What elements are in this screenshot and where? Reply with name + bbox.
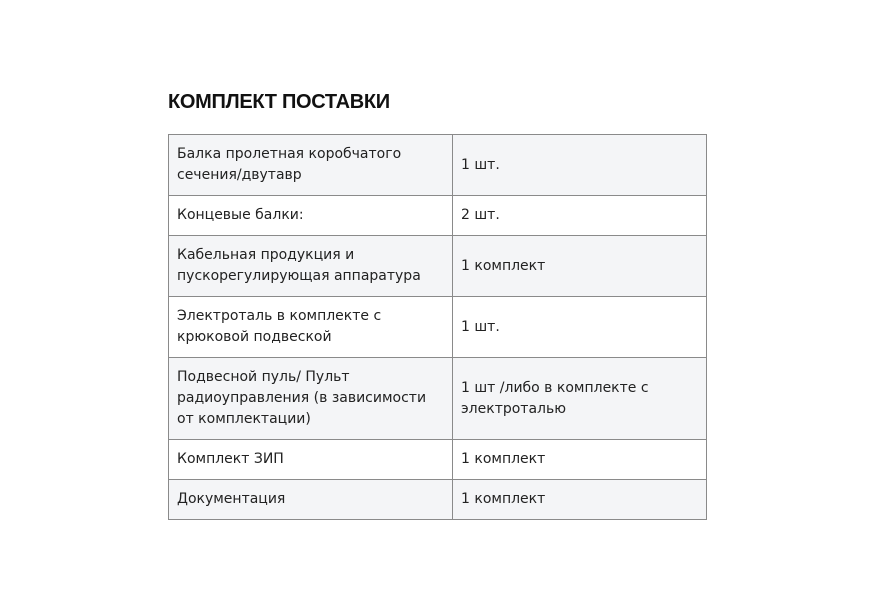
item-quantity-cell: 2 шт.	[453, 196, 707, 236]
table-row	[169, 236, 707, 297]
table-row	[169, 297, 707, 358]
item-quantity-cell: 1 шт.	[453, 297, 707, 358]
delivery-set-table	[168, 134, 707, 520]
item-name-cell: Комплект ЗИП	[169, 440, 453, 480]
delivery-set-section	[168, 90, 707, 520]
table-row	[169, 196, 707, 236]
item-name-cell: Балка пролетная коробчатого сечения/двутавр	[169, 135, 453, 196]
item-quantity-cell: 1 шт.	[453, 135, 707, 196]
table-row	[169, 358, 707, 440]
item-name-cell: Кабельная продукция и пускорегулирующая аппаратура	[169, 236, 453, 297]
table-row	[169, 480, 707, 520]
item-quantity-cell: 1 шт /либо в комплекте с электроталью	[453, 358, 707, 440]
item-quantity-cell: 1 комплект	[453, 236, 707, 297]
section-title: КОМПЛЕКТ ПОСТАВКИ	[168, 91, 390, 113]
item-name-cell: Подвесной пуль/ Пульт радиоуправления (в зависимости от комплектации)	[169, 358, 453, 440]
item-quantity-cell: 1 комплект	[453, 480, 707, 520]
item-quantity-cell: 1 комплект	[453, 440, 707, 480]
item-name-cell: Документация	[169, 480, 453, 520]
item-name-cell: Электроталь в комплекте с крюковой подвеской	[169, 297, 453, 358]
table-row	[169, 440, 707, 480]
table-row	[169, 135, 707, 196]
item-name-cell: Концевые балки:	[169, 196, 453, 236]
